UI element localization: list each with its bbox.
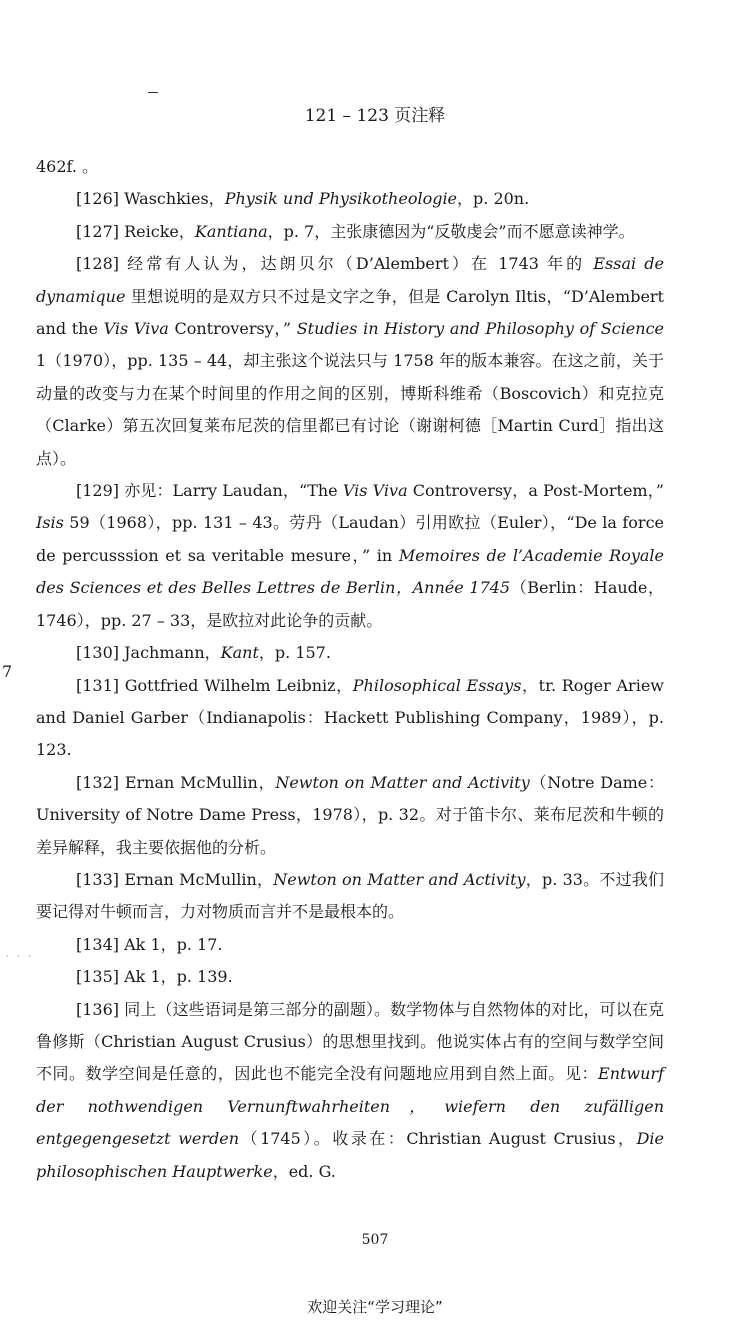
margin-number: 7 [2,662,13,681]
note-126: [126] Waschkies，Physik und Physikotheologie，p. 20n. [76,189,530,209]
note-134: [134] Ak 1，p. 17. [76,934,223,954]
notes-body [36,151,664,1188]
note-127: [127] Reicke，Kantiana，p. 7，主张康德因为“反敬虔会”而不愿意读神学。 [76,221,635,241]
note-128: [128] 经常有人认为，达朗贝尔（D’Alembert）在 1743 年的 Essai de dynamique 里想说明的是双方只不过是文字之争，但是 Carolyn Iltis，“D’Alembert and the Vis Viva Controversy，” Studies in History and Philosophy of Science 1（1970），pp. 135 – 44，却主张这个说法只与 1758 年的版本兼容。在这之前，关于动量的改变与力在某个时间里的作用之间的区别，博斯科维希（Boscovich）和克拉克（Clarke）第五次回复莱布尼茨的信里都已有讨论（谢谢柯德［Martin Curd］指出这点）。 [36,254,665,468]
page-number: 507 [361,1232,389,1248]
note-135: [135] Ak 1，p. 139. [76,967,233,987]
note-133: [133] Ernan McMullin，Newton on Matter and Activity，p. 33。不过我们要记得对牛顿而言，力对物质而言并不是最根本的。 [36,869,665,922]
running-header: 121 – 123 页注释 [304,106,446,126]
scan-mark [148,92,158,93]
note-131: [131] Gottfried Wilhelm Leibniz，Philosophical Essays，tr. Roger Ariew and Daniel Garber（Indianapolis：Hackett Publishing Company，1989），p. 123. [36,675,664,760]
scan-dots: · · · [6,952,34,961]
note-continuation: 462f. 。 [36,157,99,176]
note-130: [130] Jachmann，Kant，p. 157. [76,643,331,663]
footer-text: 欢迎关注“学习理论” [307,1298,443,1316]
note-129: [129] 亦见：Larry Laudan，“The Vis Viva Controversy，a Post-Mortem，” Isis 59（1968），pp. 131 – 43。劳丹（Laudan）引用欧拉（Euler），“De la force de percusssion et sa veritable mesure，” in Memoires de l’Academie Royale des Sciences et des Belles Lettres de Berlin，Année 1745（Berlin：Haude，1746），pp. 27 – 33，是欧拉对此论争的贡献。 [36,481,664,630]
note-132: [132] Ernan McMullin，Newton on Matter and Activity（Notre Dame：University of Notre Dame Press，1978），p. 32。对于笛卡尔、莱布尼茨和牛顿的差异解释，我主要依据他的分析。 [36,772,664,857]
note-136: [136] 同上（这些语词是第三部分的副题）。数学物体与自然物体的对比，可以在克鲁修斯（Christian August Crusius）的思想里找到。他说实体占有的空间与数学空间不同。数学空间是任意的，因此也不能完全没有问题地应用到自然上面。见：Entwurf der nothwendigen Vernunftwahrheiten，wiefern den zufälligen entgegengesetzt werden（1745）。收录在：Christian August Crusius，Die philosophischen Hauptwerke，ed. G. [36,999,664,1181]
